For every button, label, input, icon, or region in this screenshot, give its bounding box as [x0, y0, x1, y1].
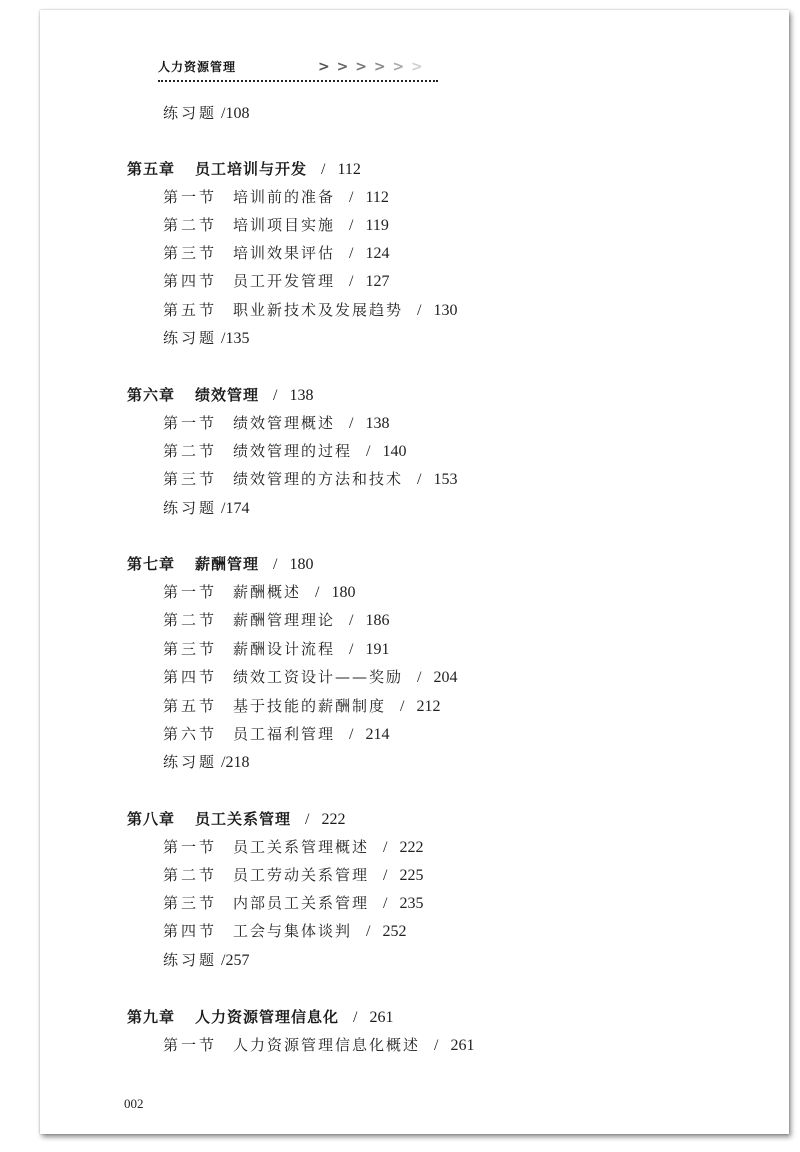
toc-page-number: 191	[365, 641, 390, 658]
toc-chapter-title: 人力资源管理信息化	[195, 1008, 340, 1026]
toc-section-title: 员工劳动关系管理	[233, 866, 370, 884]
toc-page-separator: /	[349, 245, 354, 262]
page-number: 002	[124, 1096, 144, 1111]
toc-exercise-entry	[163, 951, 249, 970]
toc-page-separator: /	[321, 161, 326, 178]
toc-page-number: 222	[399, 839, 424, 856]
toc-section-label: 第一节	[163, 188, 218, 206]
toc-section-title: 培训项目实施	[233, 216, 336, 234]
toc-page-number: 261	[369, 1009, 394, 1026]
toc-page-number: 186	[365, 612, 390, 629]
toc-section-label: 第五节	[163, 301, 218, 319]
toc-chapter-title: 绩效管理	[195, 386, 260, 404]
toc-section-label: 第二节	[163, 866, 218, 884]
toc-section-title: 职业新技术及发展趋势	[233, 301, 404, 319]
toc-section-label: 第一节	[163, 1036, 218, 1054]
toc-page-number: 112	[365, 189, 389, 206]
toc-section-entry	[163, 725, 389, 744]
toc-section-label: 第六节	[163, 725, 218, 743]
toc-page-separator: /	[305, 811, 310, 828]
toc-page-separator: /	[366, 923, 371, 940]
toc-chapter-label: 第五章	[127, 160, 176, 178]
toc-section-entry	[163, 838, 423, 857]
toc-section-title: 绩效工资设计——奖励	[233, 668, 404, 686]
toc-page-number: /257	[221, 952, 250, 969]
toc-page-number: /218	[221, 754, 250, 771]
toc-section-label: 第五节	[163, 697, 218, 715]
toc-page-separator: /	[383, 839, 388, 856]
toc-exercise-label: 练习题	[163, 499, 218, 517]
toc-section-entry	[163, 866, 423, 885]
header-dotted-rule	[158, 80, 438, 82]
arrow-icon: >	[318, 59, 331, 75]
toc-page-number: 127	[365, 273, 390, 290]
toc-page-separator: /	[273, 556, 278, 573]
toc-page-number: 214	[365, 726, 390, 743]
toc-section-label: 第一节	[163, 583, 218, 601]
toc-section-title: 工会与集体谈判	[233, 922, 353, 940]
toc-section-entry	[163, 668, 457, 687]
toc-section-entry	[163, 640, 389, 659]
toc-page-separator: /	[349, 612, 354, 629]
toc-section-label: 第三节	[163, 470, 218, 488]
toc-page-number: 252	[382, 923, 407, 940]
toc-section-title: 内部员工关系管理	[233, 894, 370, 912]
toc-exercise-entry	[163, 753, 249, 772]
toc-page-separator: /	[434, 1037, 439, 1054]
toc-page-number: 180	[331, 584, 356, 601]
toc-section-entry	[163, 894, 423, 913]
toc-section-entry	[163, 244, 389, 263]
toc-chapter-entry	[127, 555, 313, 574]
toc-page-number: 119	[365, 217, 389, 234]
toc-section-label: 第二节	[163, 216, 218, 234]
toc-page-number: 235	[399, 895, 424, 912]
toc-chapter-entry	[127, 160, 361, 179]
toc-section-title: 员工关系管理概述	[233, 838, 370, 856]
toc-section-title: 培训效果评估	[233, 244, 336, 262]
toc-section-title: 基于技能的薪酬制度	[233, 697, 387, 715]
toc-chapter-title: 员工关系管理	[195, 810, 292, 828]
toc-section-label: 第三节	[163, 640, 218, 658]
toc-page-separator: /	[349, 641, 354, 658]
arrow-icon: >	[355, 59, 368, 75]
toc-page-separator: /	[349, 217, 354, 234]
toc-page-number: 225	[399, 867, 424, 884]
toc-page-separator: /	[383, 867, 388, 884]
toc-section-title: 人力资源管理信息化概述	[233, 1036, 421, 1054]
toc-page-separator: /	[400, 698, 405, 715]
toc-page-separator: /	[383, 895, 388, 912]
toc-page-number: /108	[221, 105, 250, 122]
toc-chapter-label: 第七章	[127, 555, 176, 573]
toc-page-separator: /	[349, 726, 354, 743]
toc-section-title: 薪酬概述	[233, 583, 302, 601]
toc-section-title: 绩效管理的过程	[233, 442, 353, 460]
toc-page-separator: /	[349, 415, 354, 432]
toc-exercise-label: 练习题	[163, 951, 218, 969]
toc-section-entry	[163, 1036, 474, 1055]
toc-page-separator: /	[273, 387, 278, 404]
toc-page-number: 140	[382, 443, 407, 460]
toc-section-title: 薪酬设计流程	[233, 640, 336, 658]
toc-exercise-label: 练习题	[163, 753, 218, 771]
toc-section-entry	[163, 611, 389, 630]
toc-page-separator: /	[349, 273, 354, 290]
toc-section-title: 绩效管理的方法和技术	[233, 470, 404, 488]
toc-exercise-entry	[163, 329, 249, 348]
toc-page-number: /135	[221, 330, 250, 347]
toc-section-title: 薪酬管理理论	[233, 611, 336, 629]
running-header-title: 人力资源管理	[158, 60, 237, 74]
toc-page-separator: /	[349, 189, 354, 206]
toc-section-title: 绩效管理概述	[233, 414, 336, 432]
toc-page-number: 124	[365, 245, 390, 262]
toc-page-number: 261	[450, 1037, 475, 1054]
toc-page-number: /174	[221, 500, 250, 517]
toc-page-number: 138	[365, 415, 390, 432]
toc-section-label: 第三节	[163, 244, 218, 262]
toc-exercise-label: 练习题	[163, 104, 218, 122]
toc-section-entry	[163, 414, 389, 433]
toc-exercise-entry	[163, 499, 249, 518]
arrow-icon: >	[373, 59, 387, 75]
toc-page-number: 112	[337, 161, 361, 178]
toc-page-separator: /	[353, 1009, 358, 1026]
toc-section-label: 第四节	[163, 922, 218, 940]
toc-section-label: 第一节	[163, 414, 218, 432]
toc-section-label: 第二节	[163, 611, 218, 629]
toc-chapter-label: 第六章	[127, 386, 176, 404]
toc-page-separator: /	[417, 471, 422, 488]
toc-page-number: 138	[289, 387, 314, 404]
arrow-icon: >	[392, 59, 406, 75]
toc-page-number: 212	[416, 698, 441, 715]
toc-section-entry	[163, 442, 406, 461]
toc-page-number: 204	[433, 669, 458, 686]
toc-section-entry	[163, 583, 355, 602]
toc-chapter-label: 第八章	[127, 810, 176, 828]
toc-page-number: 180	[289, 556, 314, 573]
arrow-icon: >	[411, 59, 424, 75]
toc-page-number: 130	[433, 302, 458, 319]
toc-section-title: 员工福利管理	[233, 725, 336, 743]
toc-section-label: 第一节	[163, 838, 218, 856]
toc-chapter-entry	[127, 810, 345, 829]
toc-section-entry	[163, 272, 389, 291]
toc-chapter-title: 员工培训与开发	[195, 160, 308, 178]
toc-section-entry	[163, 470, 457, 489]
toc-section-entry	[163, 188, 389, 207]
toc-section-entry	[163, 697, 440, 716]
toc-page-separator: /	[417, 302, 422, 319]
toc-exercise-entry	[163, 104, 249, 123]
arrow-icon: >	[336, 59, 350, 75]
toc-section-label: 第四节	[163, 272, 218, 290]
toc-page-separator: /	[366, 443, 371, 460]
toc-page-number: 222	[321, 811, 346, 828]
toc-page-separator: /	[315, 584, 320, 601]
header-arrows-decoration	[318, 59, 424, 75]
toc-section-label: 第三节	[163, 894, 218, 912]
toc-section-title: 员工开发管理	[233, 272, 336, 290]
toc-chapter-entry	[127, 1008, 393, 1027]
toc-section-title: 培训前的准备	[233, 188, 336, 206]
toc-page-separator: /	[417, 669, 422, 686]
toc-page-number: 153	[433, 471, 458, 488]
toc-exercise-label: 练习题	[163, 329, 218, 347]
toc-section-entry	[163, 922, 406, 941]
toc-section-entry	[163, 301, 457, 320]
toc-section-label: 第二节	[163, 442, 218, 460]
toc-chapter-title: 薪酬管理	[195, 555, 260, 573]
toc-section-label: 第四节	[163, 668, 218, 686]
toc-section-entry	[163, 216, 389, 235]
toc-chapter-label: 第九章	[127, 1008, 176, 1026]
toc-chapter-entry	[127, 386, 313, 405]
